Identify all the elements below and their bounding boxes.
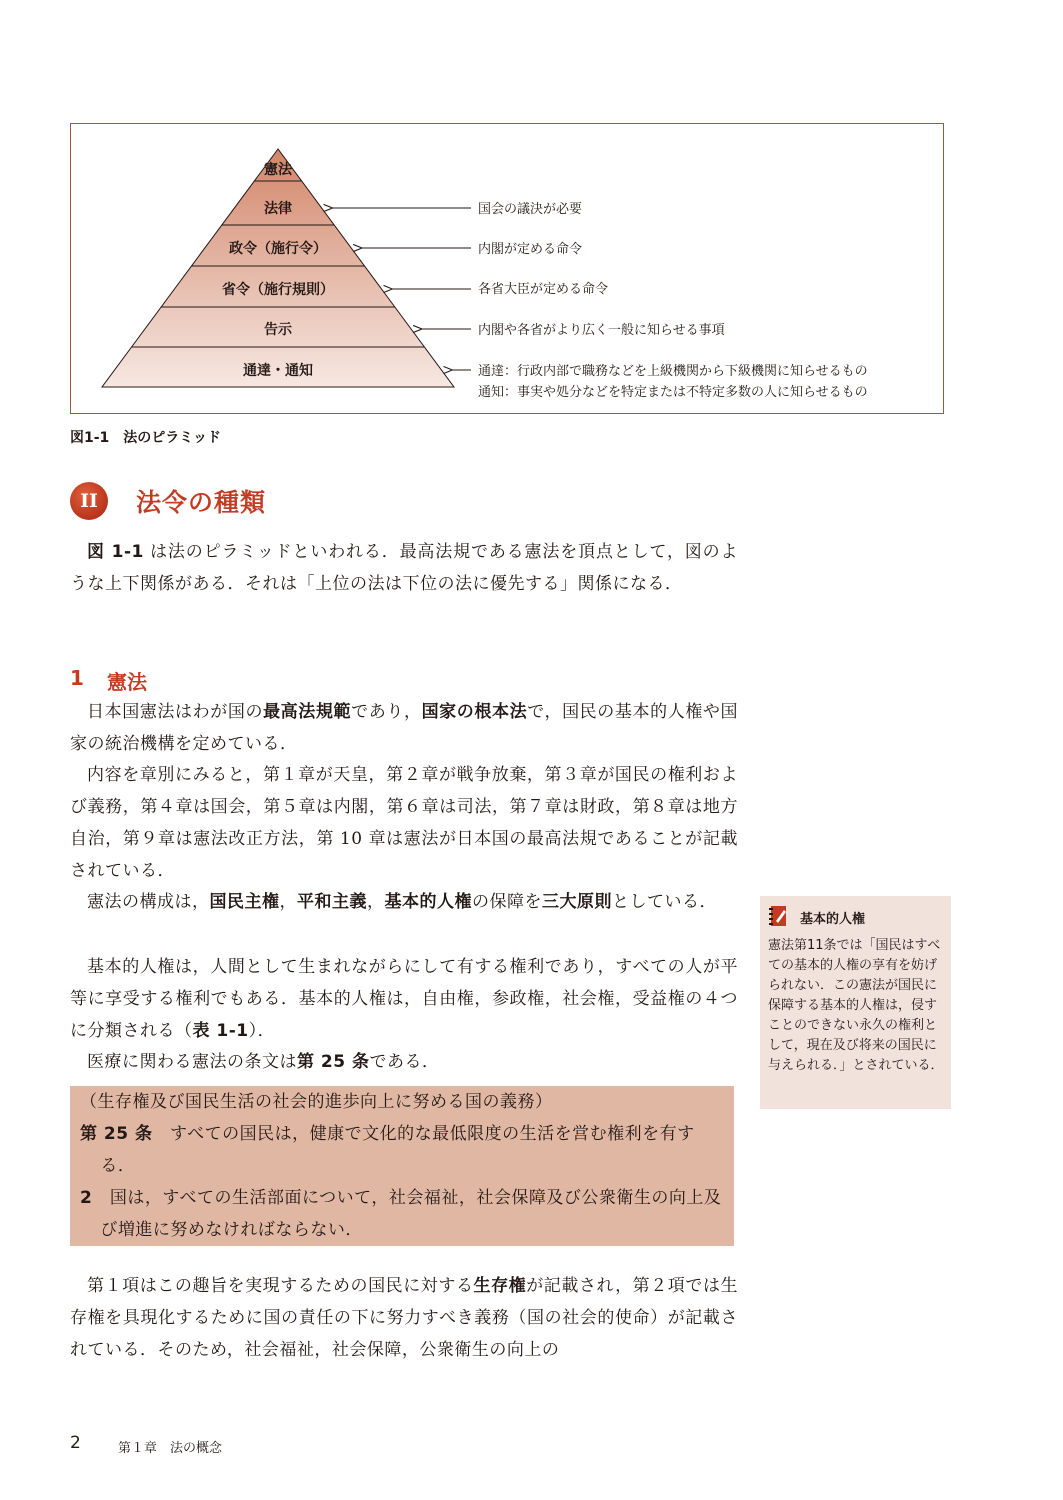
subsection-number: 1 (70, 666, 84, 690)
section-title: 法令の種類 (136, 488, 267, 517)
clause-label: 第 25 条 (80, 1124, 153, 1144)
page-number: 2 (70, 1433, 81, 1453)
keyword: 基本的人権 (384, 892, 472, 912)
paragraph-3 (70, 886, 738, 918)
note-tsuutatsu: 通達：行政内部で職務などを上級機関から下級機関に知らせるもの (478, 364, 868, 379)
clause-text: すべての国民は，健康で文化的な最低限度の生活を営む権利を有する． (100, 1124, 695, 1176)
tier-label: 政令（施行令） (229, 241, 327, 257)
note-kokuji: 内閣や各省がより広く一般に知らせる事項 (478, 323, 725, 338)
keyword: 生存権 (473, 1276, 527, 1296)
text: の保障を (472, 892, 542, 912)
paragraph-4 (70, 951, 738, 1047)
text: 医療に関わる憲法の条文は (87, 1052, 297, 1072)
tier-label: 法律 (264, 201, 292, 217)
table-ref: 表 1-1 (192, 1021, 249, 1041)
article-heading: （生存権及び国民生活の社会的進歩向上に努める国の義務） (80, 1092, 553, 1112)
text: 憲法の構成は， (87, 892, 210, 912)
text: としている． (612, 892, 717, 912)
keyword: 最高法規範 (263, 702, 352, 722)
running-head: 第１章 法の概念 (118, 1441, 223, 1456)
text: である． (369, 1052, 440, 1072)
text: 日本国憲法はわが国の (87, 702, 264, 722)
paragraph-6 (70, 1270, 738, 1366)
subsection-title: 憲法 (107, 670, 147, 694)
text: 基本的人権は，人間として生まれながらにして有する権利であり，すべての人が平等に享受する権利でもある．基本的人権は，自由権，参政権，社会権，受益権の４つに分類される（ (70, 957, 738, 1041)
figure-caption: 図1-1 法のピラミッド (70, 430, 222, 446)
intro-text: は法のピラミッドといわれる．最高法規である憲法を頂点として，図のような上下関係がある．それは「上位の法は下位の法に優先する」関係になる． (70, 542, 738, 594)
keyword: 国家の根本法 (421, 702, 528, 722)
sidebar-title: 基本的人権 (800, 912, 866, 927)
article-clause-2 (80, 1182, 726, 1246)
section-number-badge: II (70, 482, 108, 520)
text: 第１項はこの趣旨を実現するための国民に対する (87, 1276, 474, 1296)
paragraph-2: 内容を章別にみると，第１章が天皇，第２章が戦争放棄，第３章が国民の権利および義務，第４章は国会，第５章は内閣，第６章は司法，第７章は財政，第８章は地方自治，第９章は憲法改正方法，第 10 章は憲法が日本国の最高法規であることが記載されている． (70, 765, 738, 881)
note-seirei: 内閣が定める命令 (478, 242, 583, 257)
paragraph-5 (70, 1046, 738, 1078)
note-shourei: 各省大臣が定める命令 (478, 282, 609, 297)
text: であり， (351, 702, 422, 722)
keyword: 三大原則 (542, 892, 612, 912)
intro-paragraph (70, 536, 738, 600)
article-ref: 第 25 条 (297, 1052, 370, 1072)
tier-label: 省令（施行規則） (222, 282, 334, 298)
text: ， (367, 892, 385, 912)
tier-label: 通達・通知 (243, 363, 313, 379)
tier-label: 告示 (264, 322, 292, 338)
sidebar-note (760, 896, 951, 1109)
tier-label: 憲法 (264, 162, 292, 178)
pyramid-shape (102, 149, 454, 387)
note-houritsu: 国会の議決が必要 (478, 202, 583, 217)
clause-text: 国は，すべての生活部面について，社会福祉，社会保障及び公衆衛生の向上及び増進に努めなければならない． (92, 1188, 722, 1240)
sidebar-text: 憲法第11条では「国民はすべての基本的人権の享有を妨げられない．この憲法が国民に保障する基本的人権は，侵すことのできない永久の権利として，現在及び将来の国民に与えられる．」とされている． (768, 938, 944, 1073)
figure-ref: 図 1-1 (87, 542, 144, 562)
clause-label: 2 (80, 1188, 93, 1208)
keyword: 国民主権 (209, 892, 280, 912)
text: ， (279, 892, 297, 912)
keyword: 平和主義 (297, 892, 367, 912)
figure-box (70, 123, 944, 414)
paragraph-1 (70, 696, 738, 760)
article-25-box (70, 1086, 734, 1246)
note-tsuuchi: 通知：事実や処分などを特定または不特定多数の人に知らせるもの (478, 385, 868, 400)
text: で，国民の基本的人権や国家の統治機構を定めている． (70, 702, 739, 754)
article-clause-1 (80, 1118, 726, 1182)
text: ）． (248, 1021, 276, 1041)
notebook-pen-icon (768, 904, 790, 928)
text: が記載され，第２項では生存権を具現化するために国の責任の下に努力すべき義務（国の社会的使命）が記載されている．そのため，社会福祉，社会保障，公衆衛生の向上の (70, 1276, 739, 1360)
